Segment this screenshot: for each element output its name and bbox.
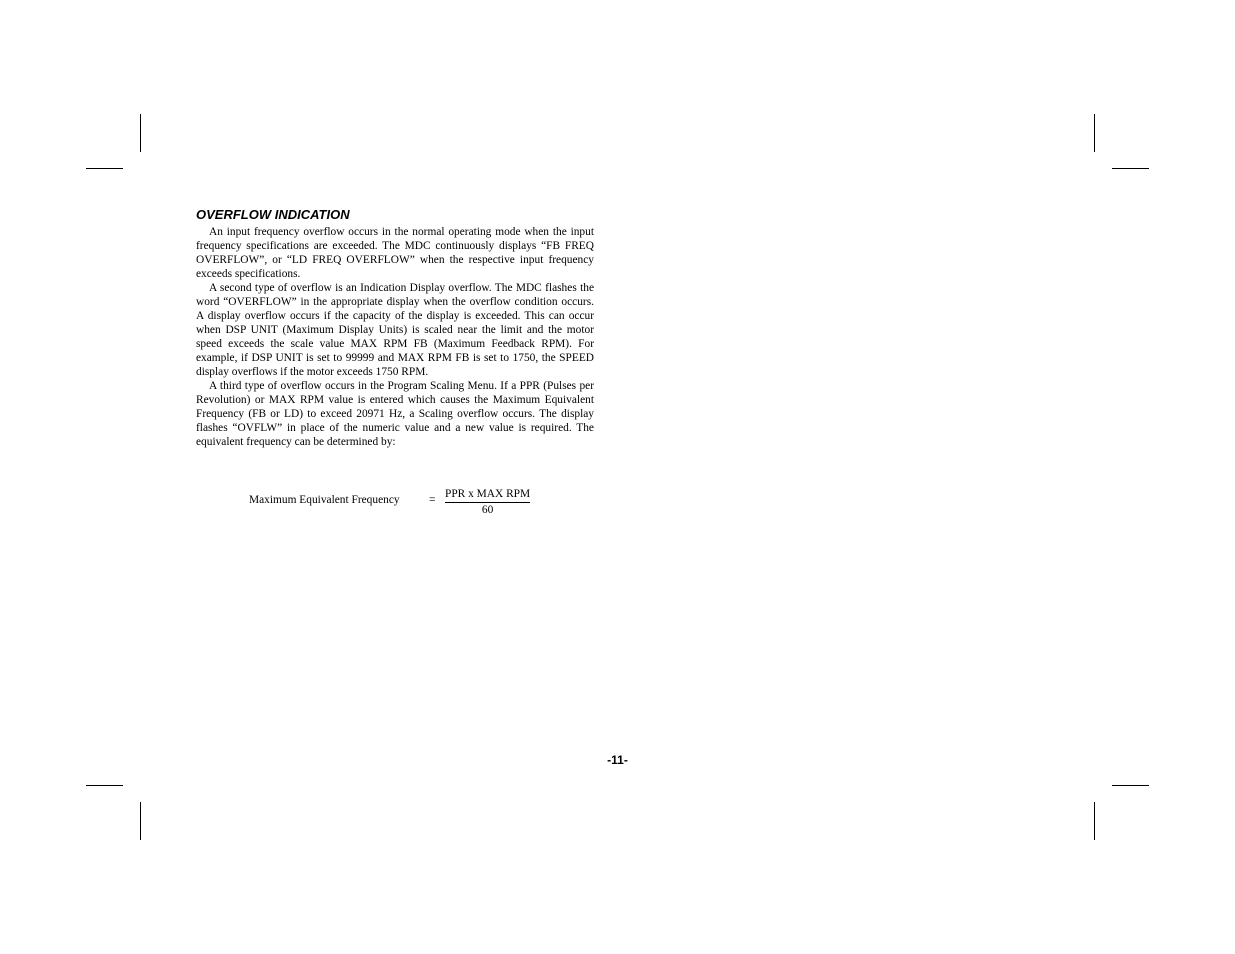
crop-mark-top-left-horizontal: [86, 168, 123, 169]
crop-mark-top-left-vertical: [140, 114, 141, 152]
formula-numerator: PPR x MAX RPM: [445, 488, 530, 503]
crop-mark-top-right-vertical: [1094, 114, 1095, 152]
paragraph-scaling-overflow: A third type of overflow occurs in the Program Scaling Menu. If a PPR (Pulses per Revolution) or MAX RPM value is entered which causes the Maximum Equivalent Frequency (FB or LD) to exceed 20971 Hz, a Scaling overflow occurs. The display flashes “OVFLW” in place of the numeric value and a new value is required. The equivalent frequency can be determined by:: [196, 380, 594, 448]
crop-mark-bottom-right-horizontal: [1112, 785, 1149, 786]
crop-mark-top-right-horizontal: [1112, 168, 1149, 169]
crop-mark-bottom-left-vertical: [140, 802, 141, 840]
crop-mark-bottom-right-vertical: [1094, 802, 1095, 840]
paragraph-display-overflow: A second type of overflow is an Indication Display overflow. The MDC flashes the word “OVERFLOW” in the appropriate display when the overflow condition occurs. A display overflow occurs if the capacity of the display is exceeded. This can occur when DSP UNIT (Maximum Display Units) is scaled near the limit and the motor speed exceeds the scale value MAX RPM FB (Maximum Feedback RPM). For example, if DSP UNIT is set to 99999 and MAX RPM FB is set to 1750, the SPEED display overflows if the motor exceeds 1750 RPM.: [196, 282, 594, 378]
formula-denominator: 60: [481, 504, 494, 516]
section-heading: OVERFLOW INDICATION: [196, 207, 350, 222]
paragraph-input-overflow: An input frequency overflow occurs in the normal operating mode when the input frequency specifications are exceeded. The MDC continuously displays “FB FREQ OVERFLOW”, or “LD FREQ OVERFLOW” when the respective input frequency exceeds specifications.: [196, 226, 594, 280]
formula-fraction: [445, 488, 530, 517]
overflow-section: [196, 207, 594, 449]
crop-mark-bottom-left-horizontal: [86, 785, 123, 786]
formula-lhs: Maximum Equivalent Frequency: [249, 494, 400, 506]
page-number: -11-: [607, 753, 628, 767]
formula-equals: =: [429, 494, 436, 506]
